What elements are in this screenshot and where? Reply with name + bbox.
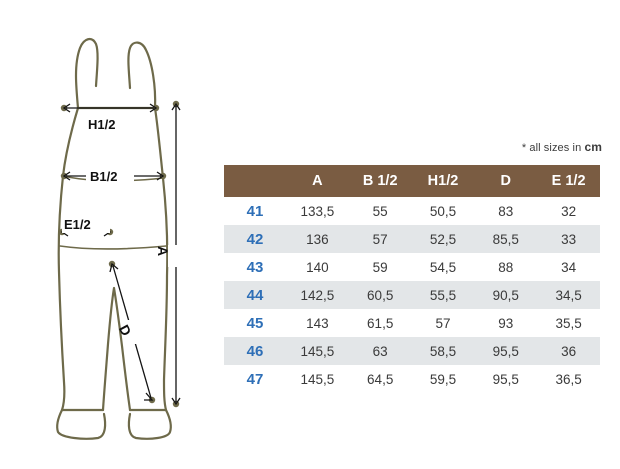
- cell-a: 140: [286, 253, 349, 281]
- header-cell-d: D: [474, 165, 537, 197]
- label-h-half: H1/2: [88, 117, 116, 132]
- row-size: 44: [224, 281, 286, 309]
- cell-d: 95,5: [474, 337, 537, 365]
- waders-svg: [0, 0, 230, 464]
- header-cell-size: [224, 165, 286, 197]
- table-row: [224, 309, 600, 337]
- cell-e-half: 34: [537, 253, 600, 281]
- table-row: [224, 253, 600, 281]
- cell-d: 85,5: [474, 225, 537, 253]
- label-a: A: [155, 246, 171, 257]
- table-row: [224, 281, 600, 309]
- table-header-row: [224, 165, 600, 197]
- row-size: 42: [224, 225, 286, 253]
- header-cell-e-half: E 1/2: [537, 165, 600, 197]
- cell-b-half: 60,5: [349, 281, 412, 309]
- cell-b-half: 59: [349, 253, 412, 281]
- cell-h-half: 57: [412, 309, 475, 337]
- units-note-unit: cm: [584, 140, 602, 154]
- table-row: [224, 197, 600, 225]
- cell-b-half: 57: [349, 225, 412, 253]
- cell-b-half: 61,5: [349, 309, 412, 337]
- header-cell-h-half: H1/2: [412, 165, 475, 197]
- cell-e-half: 35,5: [537, 309, 600, 337]
- cell-h-half: 52,5: [412, 225, 475, 253]
- cell-b-half: 55: [349, 197, 412, 225]
- cell-d: 90,5: [474, 281, 537, 309]
- cell-b-half: 63: [349, 337, 412, 365]
- cell-a: 142,5: [286, 281, 349, 309]
- cell-b-half: 64,5: [349, 365, 412, 393]
- row-size: 45: [224, 309, 286, 337]
- label-e-half: E1/2: [64, 217, 91, 232]
- header-cell-b-half: B 1/2: [349, 165, 412, 197]
- size-table-body: [224, 197, 600, 393]
- cell-h-half: 54,5: [412, 253, 475, 281]
- cell-a: 145,5: [286, 337, 349, 365]
- cell-d: 95,5: [474, 365, 537, 393]
- cell-a: 133,5: [286, 197, 349, 225]
- cell-a: 136: [286, 225, 349, 253]
- size-table-head: [224, 165, 600, 197]
- cell-h-half: 58,5: [412, 337, 475, 365]
- cell-h-half: 59,5: [412, 365, 475, 393]
- cell-e-half: 32: [537, 197, 600, 225]
- row-size: 43: [224, 253, 286, 281]
- waders-outline: [57, 39, 171, 439]
- table-row: [224, 337, 600, 365]
- cell-e-half: 33: [537, 225, 600, 253]
- row-size: 47: [224, 365, 286, 393]
- header-cell-a: A: [286, 165, 349, 197]
- cell-h-half: 50,5: [412, 197, 475, 225]
- units-note: [522, 140, 602, 154]
- waders-diagram: [0, 0, 230, 464]
- size-table: [224, 165, 600, 393]
- row-size: 46: [224, 337, 286, 365]
- cell-e-half: 36: [537, 337, 600, 365]
- cell-a: 143: [286, 309, 349, 337]
- cell-h-half: 55,5: [412, 281, 475, 309]
- row-size: 41: [224, 197, 286, 225]
- cell-d: 83: [474, 197, 537, 225]
- cell-d: 93: [474, 309, 537, 337]
- cell-e-half: 34,5: [537, 281, 600, 309]
- units-note-prefix: * all sizes in: [521, 142, 585, 154]
- table-row: [224, 225, 600, 253]
- cell-d: 88: [474, 253, 537, 281]
- label-d: D: [115, 322, 135, 339]
- label-b-half: B1/2: [90, 169, 118, 184]
- table-row: [224, 365, 600, 393]
- cell-e-half: 36,5: [537, 365, 600, 393]
- cell-a: 145,5: [286, 365, 349, 393]
